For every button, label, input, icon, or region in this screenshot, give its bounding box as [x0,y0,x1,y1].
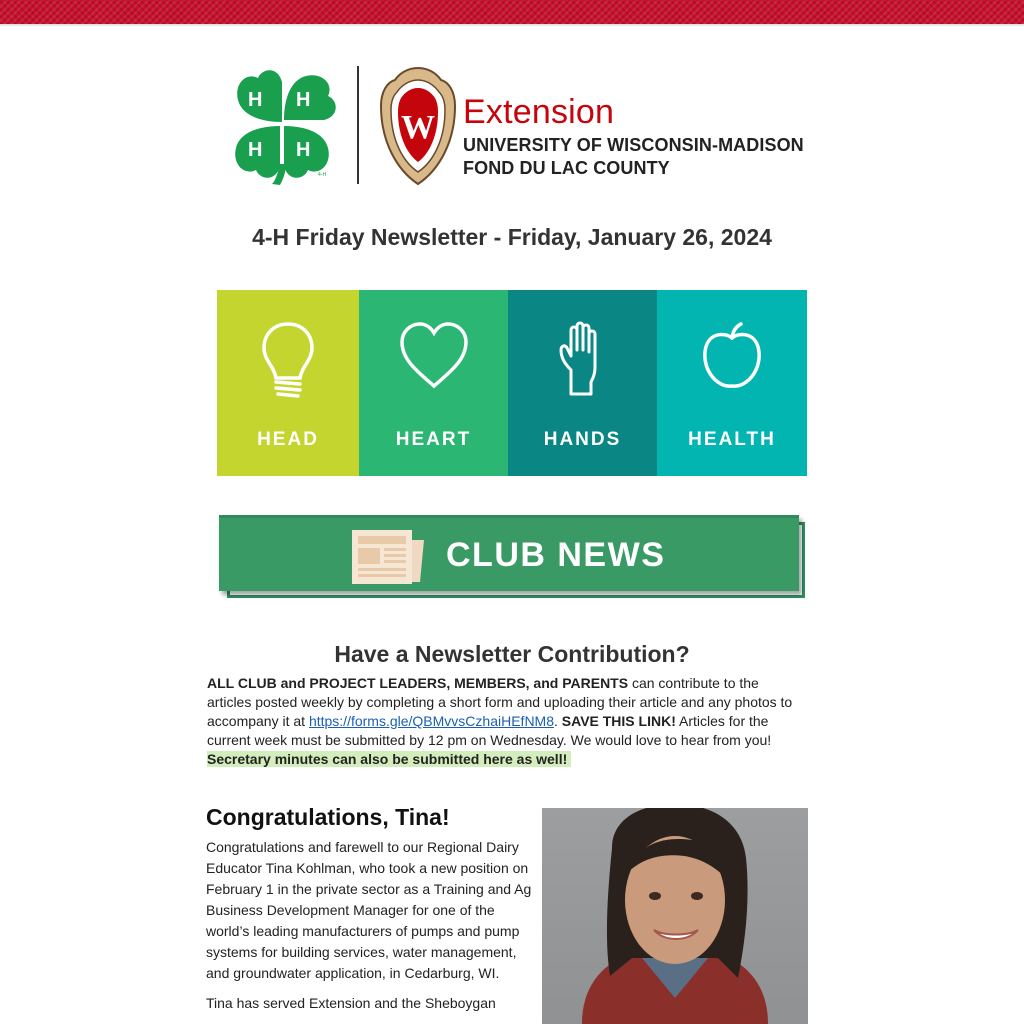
contribution-text-2: . [554,713,562,729]
four-h-banner [217,290,807,476]
svg-text:H: H [296,89,311,111]
heart-label: HEART [395,429,472,450]
heart-panel [359,290,508,476]
svg-text:H: H [296,139,311,161]
newspaper-icon [352,530,424,584]
congrats-body [206,837,534,1023]
logo-divider [357,66,359,184]
health-label: HEALTH [688,429,776,450]
contribution-form-link[interactable]: https://forms.gle/QBMvvsCzhaiHEfNM8 [308,713,554,729]
lightbulb-icon [258,320,318,400]
apple-icon [699,320,765,392]
clover-mark-text: 4-H [318,172,327,178]
portrait-image [542,808,808,1024]
health-panel [657,290,807,476]
heart-icon [398,320,470,392]
congrats-paragraph: Tina has served Extension and the Sheboygan [206,995,496,1011]
hands-panel [508,290,657,476]
head-label: HEAD [257,429,319,450]
svg-text:H: H [248,89,263,111]
4h-clover-logo [222,64,342,186]
hands-label: HANDS [543,429,622,450]
congrats-paragraph: Congratulations and farewell to our Regional Dairy Educator Tina Kohlman, who took a new position on February 1 in the private sector as a Training and Ag Business Development Manager for one of the world’s leading manufacturers of pumps and pump systems for building services, water management, and groundwater application, in Cedarburg, WI. [206,839,532,981]
contribution-text-1: can contribute to the articles posted weekly by completing a short form and uploading their article and any photos to accompany it at [207,675,793,729]
newsletter-title: 4-H Friday Newsletter - Friday, January 26, 2024 [252,224,772,250]
university-name: UNIVERSITY OF WISCONSIN-MADISON [463,135,804,155]
contribution-text-3: Articles for the current week must be submitted by 12 pm on Wednesday. We would love to hear from you! [207,713,772,748]
tina-portrait-photo [542,808,808,1024]
save-link-note: SAVE THIS LINK! [561,713,676,729]
hand-icon [557,320,609,398]
head-panel [217,290,359,476]
contribution-bold-intro: ALL CLUB and PROJECT LEADERS, MEMBERS, and PARENTS [207,675,629,691]
svg-text:W: W [401,109,435,146]
svg-text:H: H [248,139,263,161]
contribution-heading: Have a Newsletter Contribution? [334,641,690,667]
secretary-minutes-highlight: Secretary minutes can also be submitted here as well! [207,751,571,767]
county-name: FOND DU LAC COUNTY [463,158,670,178]
extension-wordmark: Extension [463,93,615,131]
congrats-heading: Congratulations, Tina! [206,804,450,830]
uw-crest-logo [379,66,457,186]
top-decorative-bar [0,0,1024,24]
club-news-title: CLUB NEWS [446,536,666,574]
top-bar-shadow [0,24,1024,27]
contribution-body [207,674,807,769]
